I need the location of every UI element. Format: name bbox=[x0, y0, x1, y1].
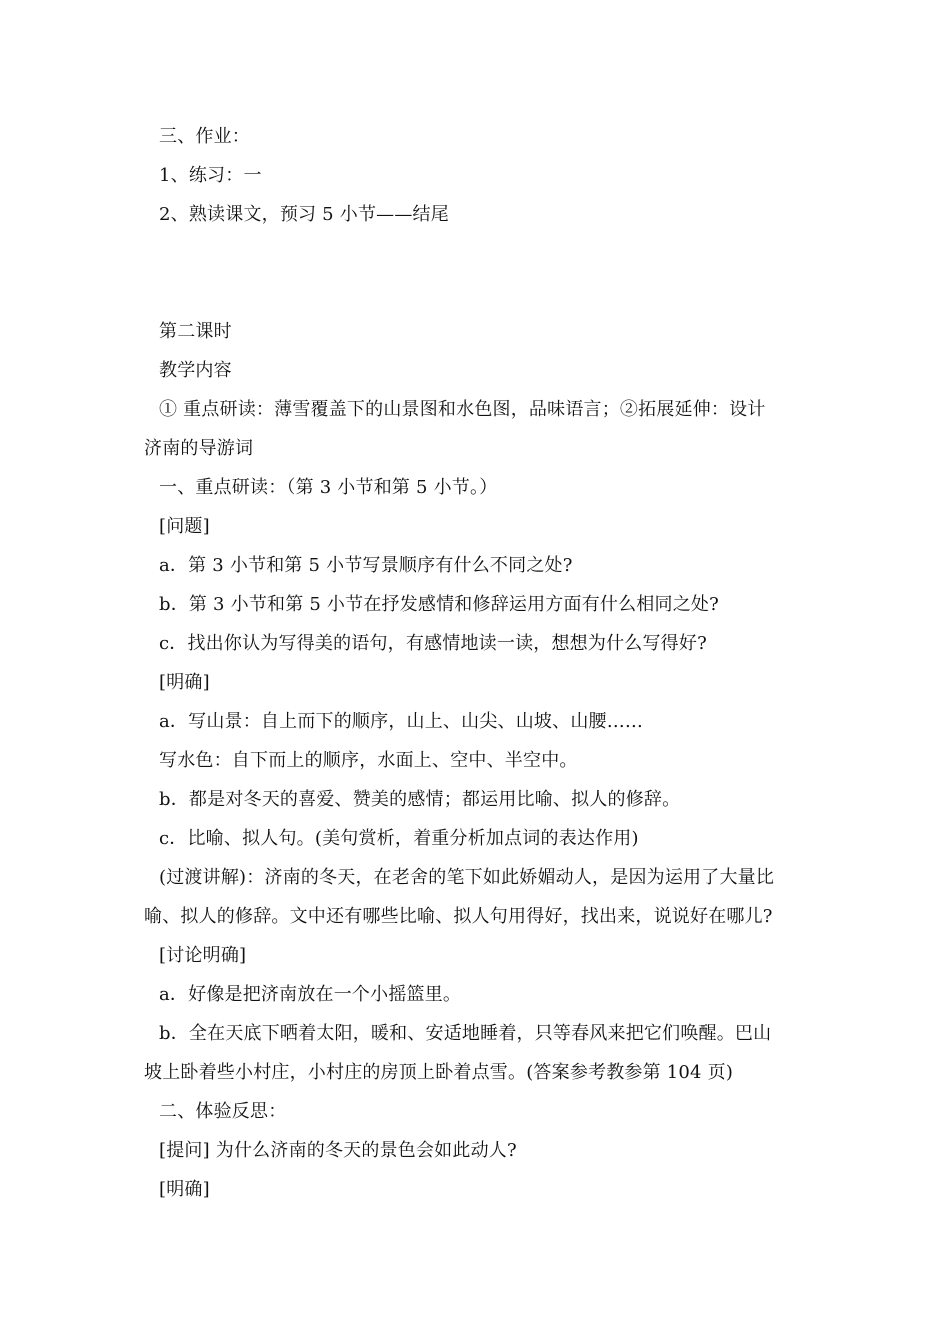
discussion-label: [讨论明确] bbox=[159, 945, 247, 966]
discussion-b-line-2: 坡上卧着些小村庄，小村庄的房顶上卧着点雪。(答案参考教参第 104 页) bbox=[144, 1062, 734, 1083]
part2-heading: 二、体验反思： bbox=[159, 1101, 287, 1122]
homework-item-2: 2、熟读课文，预习 5 小节——结尾 bbox=[159, 204, 449, 225]
question-c: c．找出你认为写得美的语句，有感情地读一读，想想为什么写得好? bbox=[159, 633, 707, 654]
transition-line-1: (过渡讲解)：济南的冬天，在老舍的笔下如此娇媚动人，是因为运用了大量比 bbox=[159, 867, 775, 888]
transition-line-2: 喻、拟人的修辞。文中还有哪些比喻、拟人句用得好，找出来，说说好在哪儿? bbox=[144, 906, 773, 927]
part1-heading: 一、重点研读：（第 3 小节和第 5 小节。） bbox=[159, 477, 498, 498]
prompt-line: [提问] 为什么济南的冬天的景色会如此动人? bbox=[159, 1140, 517, 1161]
question-label: [问题] bbox=[159, 516, 210, 537]
question-a: a．第 3 小节和第 5 小节写景顺序有什么不同之处? bbox=[159, 555, 573, 576]
discussion-a: a．好像是把济南放在一个小摇篮里。 bbox=[159, 984, 462, 1005]
homework-item-1: 1、练习：一 bbox=[159, 165, 262, 186]
homework-heading: 三、作业： bbox=[159, 126, 250, 147]
content-label: 教学内容 bbox=[159, 360, 232, 381]
answer-a-continued: 写水色：自下而上的顺序，水面上、空中、半空中。 bbox=[159, 750, 578, 771]
discussion-b-line-1: b．全在天底下晒着太阳，暖和、安适地睡着，只等春风来把它们唤醒。巴山 bbox=[159, 1023, 772, 1044]
question-b: b．第 3 小节和第 5 小节在抒发感情和修辞运用方面有什么相同之处? bbox=[159, 594, 719, 615]
answer-a: a．写山景：自上而下的顺序，山上、山尖、山坡、山腰…… bbox=[159, 711, 644, 732]
content-line-2: 济南的导游词 bbox=[144, 438, 254, 459]
final-answer-label: [明确] bbox=[159, 1179, 210, 1200]
answer-label: [明确] bbox=[159, 672, 210, 693]
content-line-1: ① 重点研读：薄雪覆盖下的山景图和水色图，品味语言；②拓展延伸：设计 bbox=[159, 399, 766, 420]
lesson-title: 第二课时 bbox=[159, 321, 232, 342]
answer-b: b．都是对冬天的喜爱、赞美的感情；都运用比喻、拟人的修辞。 bbox=[159, 789, 681, 810]
answer-c: c．比喻、拟人句。(美句赏析，着重分析加点词的表达作用) bbox=[159, 828, 639, 849]
